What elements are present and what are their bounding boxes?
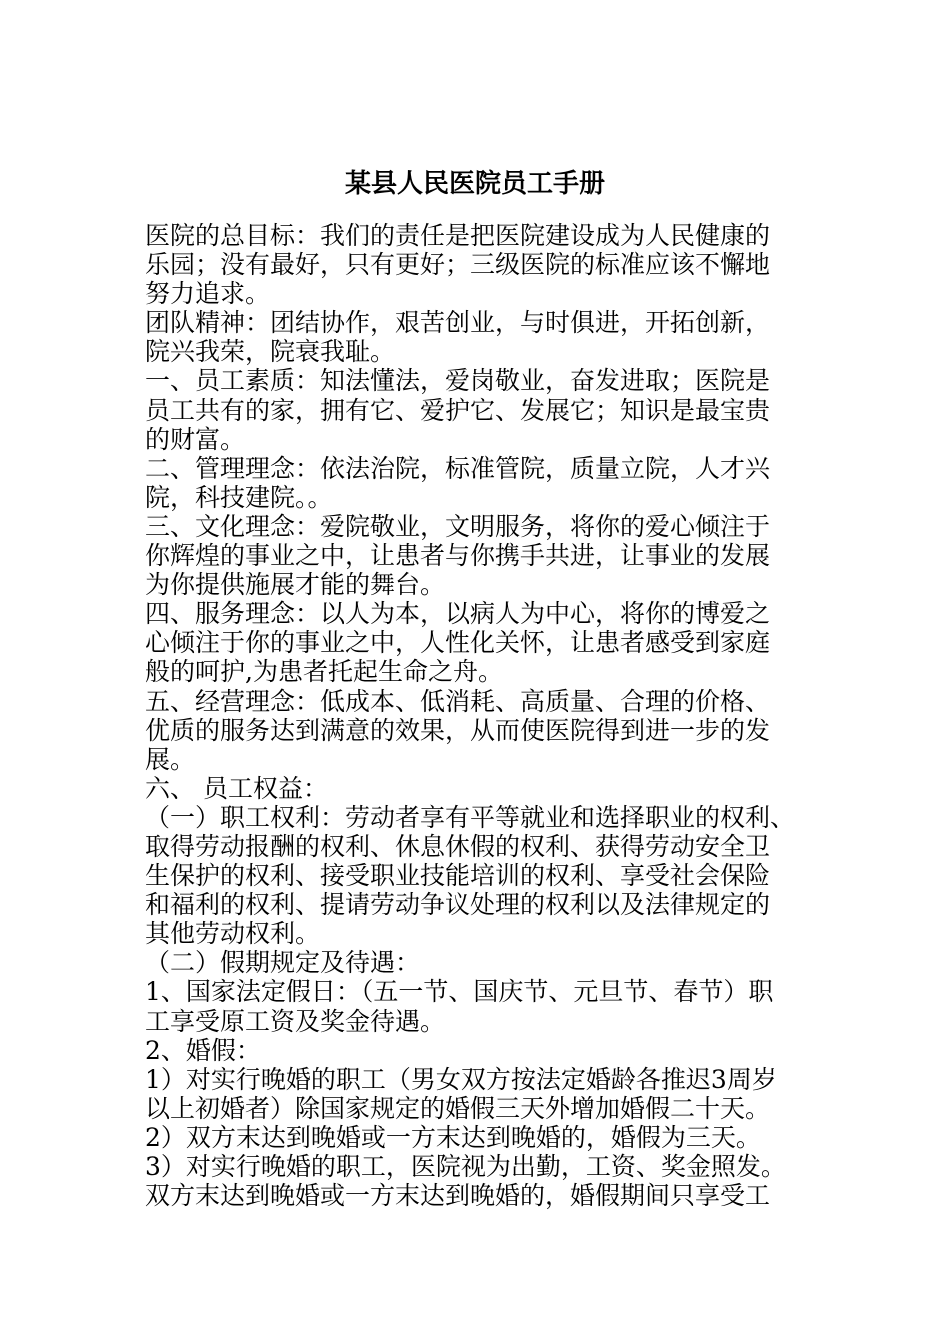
body-line: 1、国家法定假日：（五一节、国庆节、元旦节、春节）职 — [145, 977, 774, 1007]
body-line: 取得劳动报酬的权利、休息休假的权利、获得劳动安全卫 — [145, 831, 771, 861]
body-line: 医院的总目标：我们的责任是把医院建设成为人民健康的 — [145, 221, 771, 250]
body-line: 2）双方末达到晚婚或一方末达到晚婚的，婚假为三天。 — [145, 1122, 761, 1152]
body-line: 心倾注于你的事业之中，人性化关怀，让患者感受到家庭 — [145, 628, 771, 658]
body-line: 团队精神：团结协作，艰苦创业，与时俱进，开拓创新， — [145, 308, 771, 338]
body-line: 其他劳动权利。 — [145, 919, 321, 949]
body-line: 员工共有的家，拥有它、爱护它、发展它；知识是最宝贵 — [145, 395, 771, 425]
body-line: 院兴我荣，院衰我耻。 — [145, 337, 396, 367]
document-title: 某县人民医院员工手册 — [344, 169, 605, 199]
body-line: 三、文化理念：爱院敬业，文明服务，将你的爱心倾注于 — [145, 511, 771, 541]
body-line: 你辉煌的事业之中，让患者与你携手共进，让事业的发展 — [145, 541, 771, 571]
body-line: 努力追求。 — [145, 279, 271, 309]
body-line: 和福利的权利、提请劳动争议处理的权利以及法律规定的 — [145, 890, 771, 920]
body-line: 般的呵护,为患者托起生命之舟。 — [145, 657, 503, 687]
body-line: 优质的服务达到满意的效果，从而使医院得到进一步的发 — [145, 715, 771, 745]
body-line: 1）对实行晚婚的职工（男女双方按法定婚龄各推迟3周岁 — [145, 1064, 777, 1094]
body-line: 工享受原工资及奖金待遇。 — [145, 1006, 446, 1036]
body-line: 双方末达到晚婚或一方末达到晚婚的，婚假期间只享受工 — [145, 1181, 771, 1211]
body-line: 院，科技建院。。 — [145, 482, 333, 512]
body-line: 3）对实行晚婚的职工，医院视为出勤，工资、奖金照发。 — [145, 1152, 786, 1181]
body-line: 为你提供施展才能的舞台。 — [145, 570, 446, 600]
body-line: 的财富。 — [145, 424, 246, 454]
document-body — [145, 221, 815, 1210]
body-line: （一）职工权利：劳动者享有平等就业和选择职业的权利、 — [145, 802, 796, 832]
body-line: 展。 — [145, 744, 196, 774]
body-line: 二、管理理念：依法治院，标准管院，质量立院，人才兴 — [145, 453, 771, 483]
body-line: 一、员工素质：知法懂法，爱岗敬业，奋发进取；医院是 — [145, 366, 771, 396]
body-line: 乐园；没有最好，只有更好；三级医院的标准应该不懈地 — [145, 250, 771, 280]
body-line: （二）假期规定及待遇： — [145, 948, 421, 978]
body-line: 五、经营理念：低成本、低消耗、高质量、合理的价格、 — [145, 686, 771, 716]
body-line: 四、服务理念：以人为本，以病人为中心，将你的博爱之 — [145, 599, 771, 629]
body-line: 六、 员工权益： — [145, 773, 328, 803]
body-line: 2、婚假： — [145, 1035, 261, 1065]
body-line: 生保护的权利、接受职业技能培训的权利、享受社会保险 — [145, 861, 771, 891]
body-line: 以上初婚者）除国家规定的婚假三天外增加婚假二十天。 — [145, 1093, 771, 1123]
